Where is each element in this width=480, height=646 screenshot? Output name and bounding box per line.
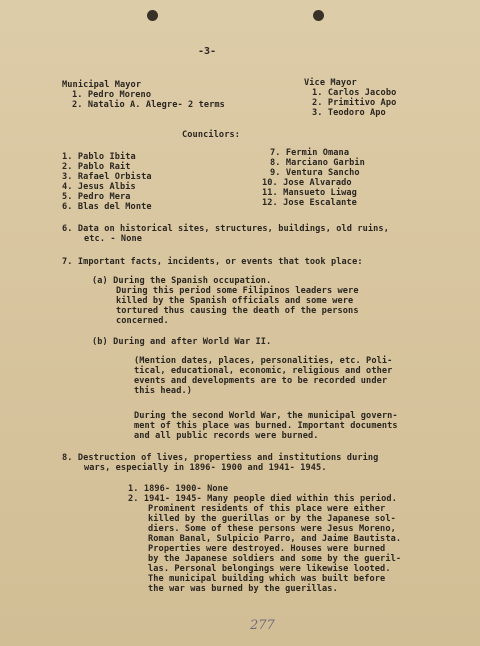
councilor-item: 10. Jose Alvarado — [262, 178, 352, 188]
item-7-heading: 7. Important facts, incidents, or events that took place: — [62, 257, 363, 267]
item-8-sub: 2. 1941- 1945- Many people died within this period. — [128, 494, 397, 504]
mayor-item: 1. Pedro Moreno — [72, 90, 152, 100]
item-8-heading: 8. Destruction of lives, propertiess and institutions during — [62, 453, 379, 463]
councilor-item: 8. Marciano Garbin — [270, 158, 365, 168]
vice-mayor-item: 2. Primitivo Apo — [312, 98, 397, 108]
vice-mayor-item: 3. Teodoro Apo — [312, 108, 386, 118]
item-7b-line: ment of this place was burned. Important documents — [134, 421, 398, 431]
item-7b-heading: (b) During and after World War II. — [92, 337, 272, 347]
item-8-sub-line: Properties were destroyed. Houses were burned — [148, 544, 386, 554]
vice-mayor-item: 1. Carlos Jacobo — [312, 88, 397, 98]
councilor-item: 12. Jose Escalante — [262, 198, 357, 208]
councilor-item: 11. Mansueto Liwag — [262, 188, 357, 198]
item-6-line: etc. - None — [84, 234, 143, 244]
item-8-sub-line: killed by the guerillas or by the Japanese sol- — [148, 514, 396, 524]
vice-mayor-heading: Vice Mayor — [304, 78, 357, 88]
item-7b-line: and all public records were burned. — [134, 431, 319, 441]
item-8-sub-line: las. Personal belongings were likewise looted. — [148, 564, 391, 574]
item-7b-line: During the second World War, the municipal govern- — [134, 411, 398, 421]
handwritten-page-number: 277 — [250, 618, 275, 633]
item-8-sub-line: The municipal building which was built before — [148, 574, 386, 584]
item-7a-line: killed by the Spanish officials and some were — [116, 296, 354, 306]
item-8-sub: 1. 1896- 1900- None — [128, 484, 229, 494]
item-7a-line: tortured thus causing the death of the persons — [116, 306, 359, 316]
page-number: -3- — [198, 46, 217, 57]
councilor-item: 7. Fermin Omana — [270, 148, 350, 158]
item-8-sub-line: Prominent residents of this place were either — [148, 504, 386, 514]
item-8-heading: wars, especially in 1896- 1900 and 1941- 1945. — [84, 463, 327, 473]
item-8-sub-line: Roman Banal, Sulpicio Parro, and Jaime Bautista. — [148, 534, 402, 544]
item-7b-note-line: tical, educational, economic, religious and other — [134, 366, 393, 376]
item-8-sub-line: diers. Some of these persons were Jesus Moreno, — [148, 524, 396, 534]
item-7b-note-line: events and developments are to be recorded under — [134, 376, 388, 386]
item-8-sub-line: the war was burned by the guerillas. — [148, 584, 338, 594]
mayor-heading: Municipal Mayor — [62, 80, 142, 90]
item-6-line: 6. Data on historical sites, structures, buildings, old ruins, — [62, 224, 389, 234]
item-7b-note-line: (Mention dates, places, personalities, etc. Poli- — [134, 356, 393, 366]
item-7a-heading: (a) During the Spanish occupation. — [92, 276, 272, 286]
councilors-heading: Councilors: — [182, 130, 241, 140]
councilor-item: 2. Pablo Rait — [62, 162, 131, 172]
councilor-item: 3. Rafael Orbista — [62, 172, 152, 182]
item-8-sub-line: by the Japanese soldiers and some by the gueril- — [148, 554, 402, 564]
mayor-item: 2. Natalio A. Alegre- 2 terms — [72, 100, 225, 110]
item-7a-line: concerned. — [116, 316, 169, 326]
item-7b-note-line: this head.) — [134, 386, 193, 396]
councilor-item: 5. Pedro Mera — [62, 192, 131, 202]
councilor-item: 9. Ventura Sancho — [270, 168, 360, 178]
punch-hole — [147, 10, 158, 21]
councilor-item: 4. Jesus Albis — [62, 182, 136, 192]
punch-hole — [313, 10, 324, 21]
councilor-item: 6. Blas del Monte — [62, 202, 152, 212]
item-7a-line: During this period some Filipinos leaders were — [116, 286, 359, 296]
councilor-item: 1. Pablo Ibita — [62, 152, 136, 162]
